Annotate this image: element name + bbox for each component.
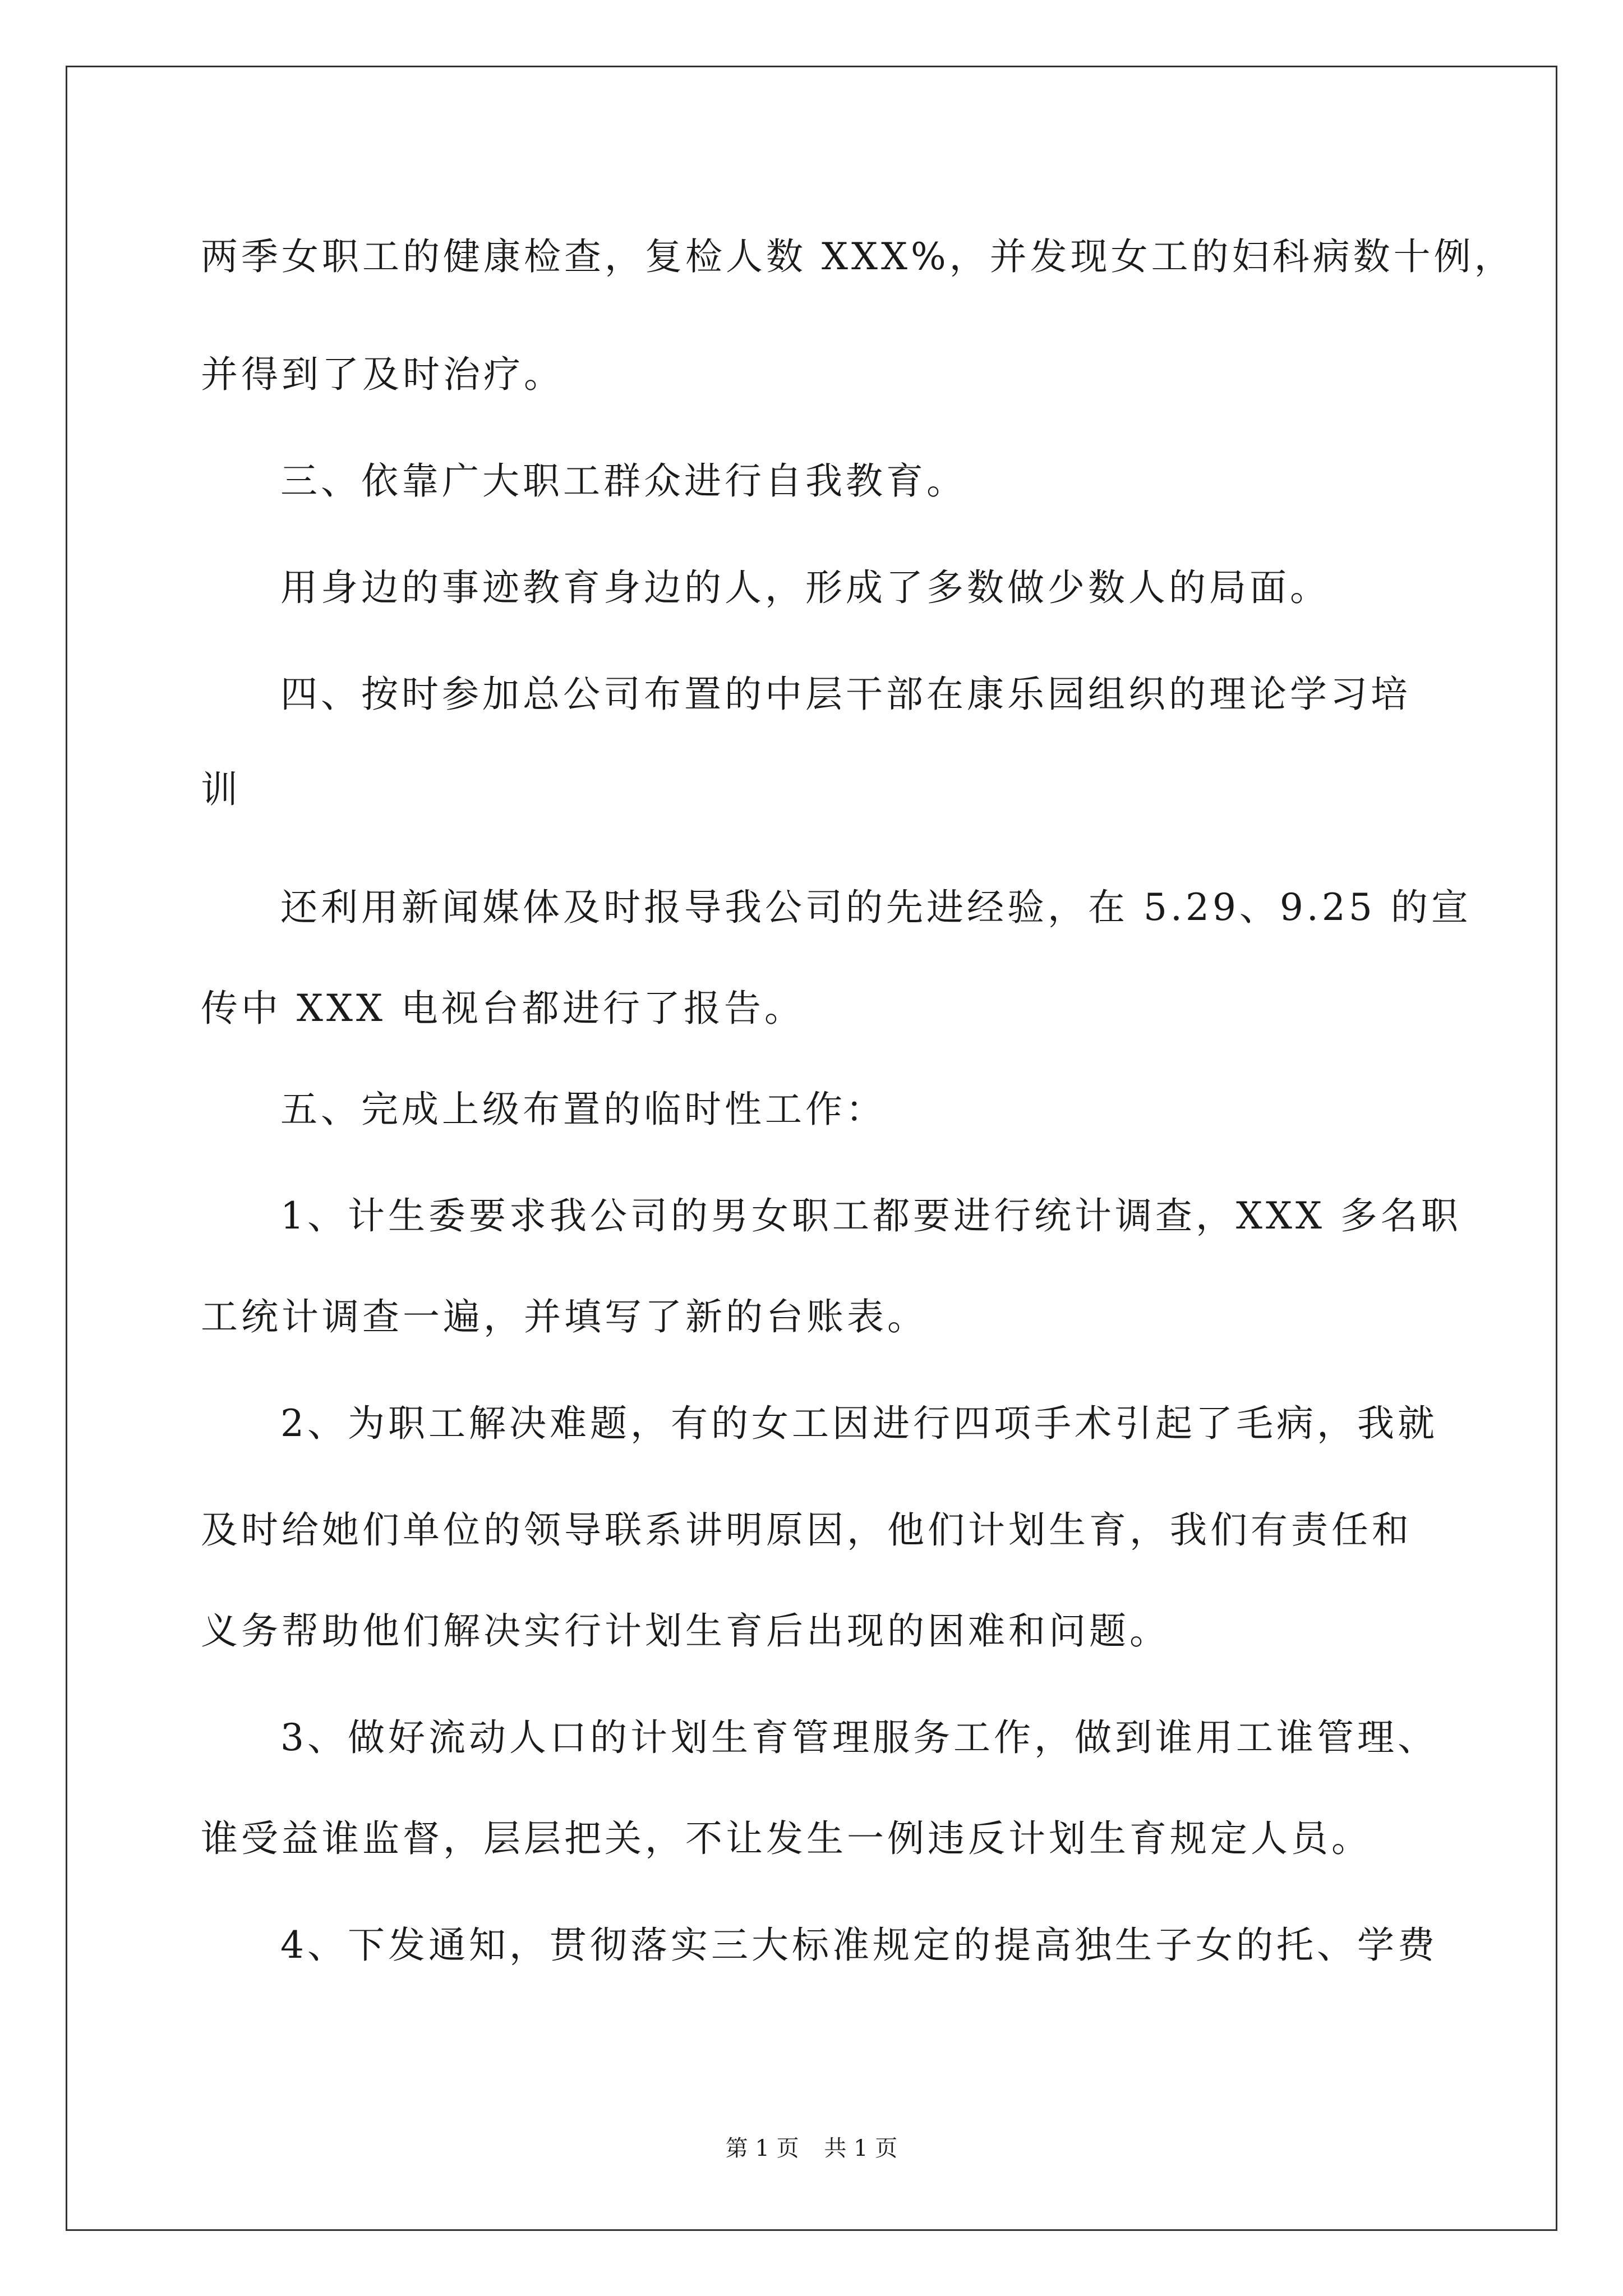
list-item-1-line-2: 工统计调查一遍，并填写了新的台账表。 xyxy=(201,1295,928,1338)
section-heading-3: 三、依靠广大职工群众进行自我教育。 xyxy=(280,459,967,503)
body-line-2: 并得到了及时治疗。 xyxy=(201,353,564,396)
body-line-6: 训 xyxy=(201,768,241,811)
list-item-4-line-1: 4、下发通知，贯彻落实三大标准规定的提高独生子女的托、学费 xyxy=(280,1924,1438,1967)
body-line-1: 两季女职工的健康检查，复检人数 XXX%，并发现女工的妇科病数十例， xyxy=(201,235,1515,278)
section-heading-4: 四、按时参加总公司布置的中层干部在康乐园组织的理论学习培 xyxy=(280,673,1411,716)
body-line-4: 用身边的事迹教育身边的人，形成了多数做少数人的局面。 xyxy=(280,566,1330,609)
body-line-8: 传中 XXX 电视台都进行了报告。 xyxy=(201,987,805,1030)
list-item-3-line-1: 3、做好流动人口的计划生育管理服务工作，做到谁用工谁管理、 xyxy=(280,1716,1438,1759)
list-item-2-line-2: 及时给她们单位的领导联系讲明原因，他们计划生育，我们有责任和 xyxy=(201,1508,1412,1552)
list-item-1-line-1: 1、计生委要求我公司的男女职工都要进行统计调查，XXX 多名职 xyxy=(280,1194,1461,1237)
body-line-7: 还利用新闻媒体及时报导我公司的先进经验，在 5.29、9.25 的宣 xyxy=(280,886,1472,929)
page-total: 共 1 页 xyxy=(824,2136,898,2161)
list-item-2-line-3: 义务帮助他们解决实行计划生育后出现的困难和问题。 xyxy=(201,1609,1170,1653)
section-heading-5: 五、完成上级布置的临时性工作： xyxy=(280,1088,886,1131)
list-item-2-line-1: 2、为职工解决难题，有的女工因进行四项手术引起了毛病，我就 xyxy=(280,1402,1438,1445)
page-number: 第 1 页 xyxy=(725,2136,799,2161)
list-item-3-line-2: 谁受益谁监督，层层把关，不让发生一例违反计划生育规定人员。 xyxy=(201,1817,1372,1860)
page-footer xyxy=(0,2134,1623,2162)
